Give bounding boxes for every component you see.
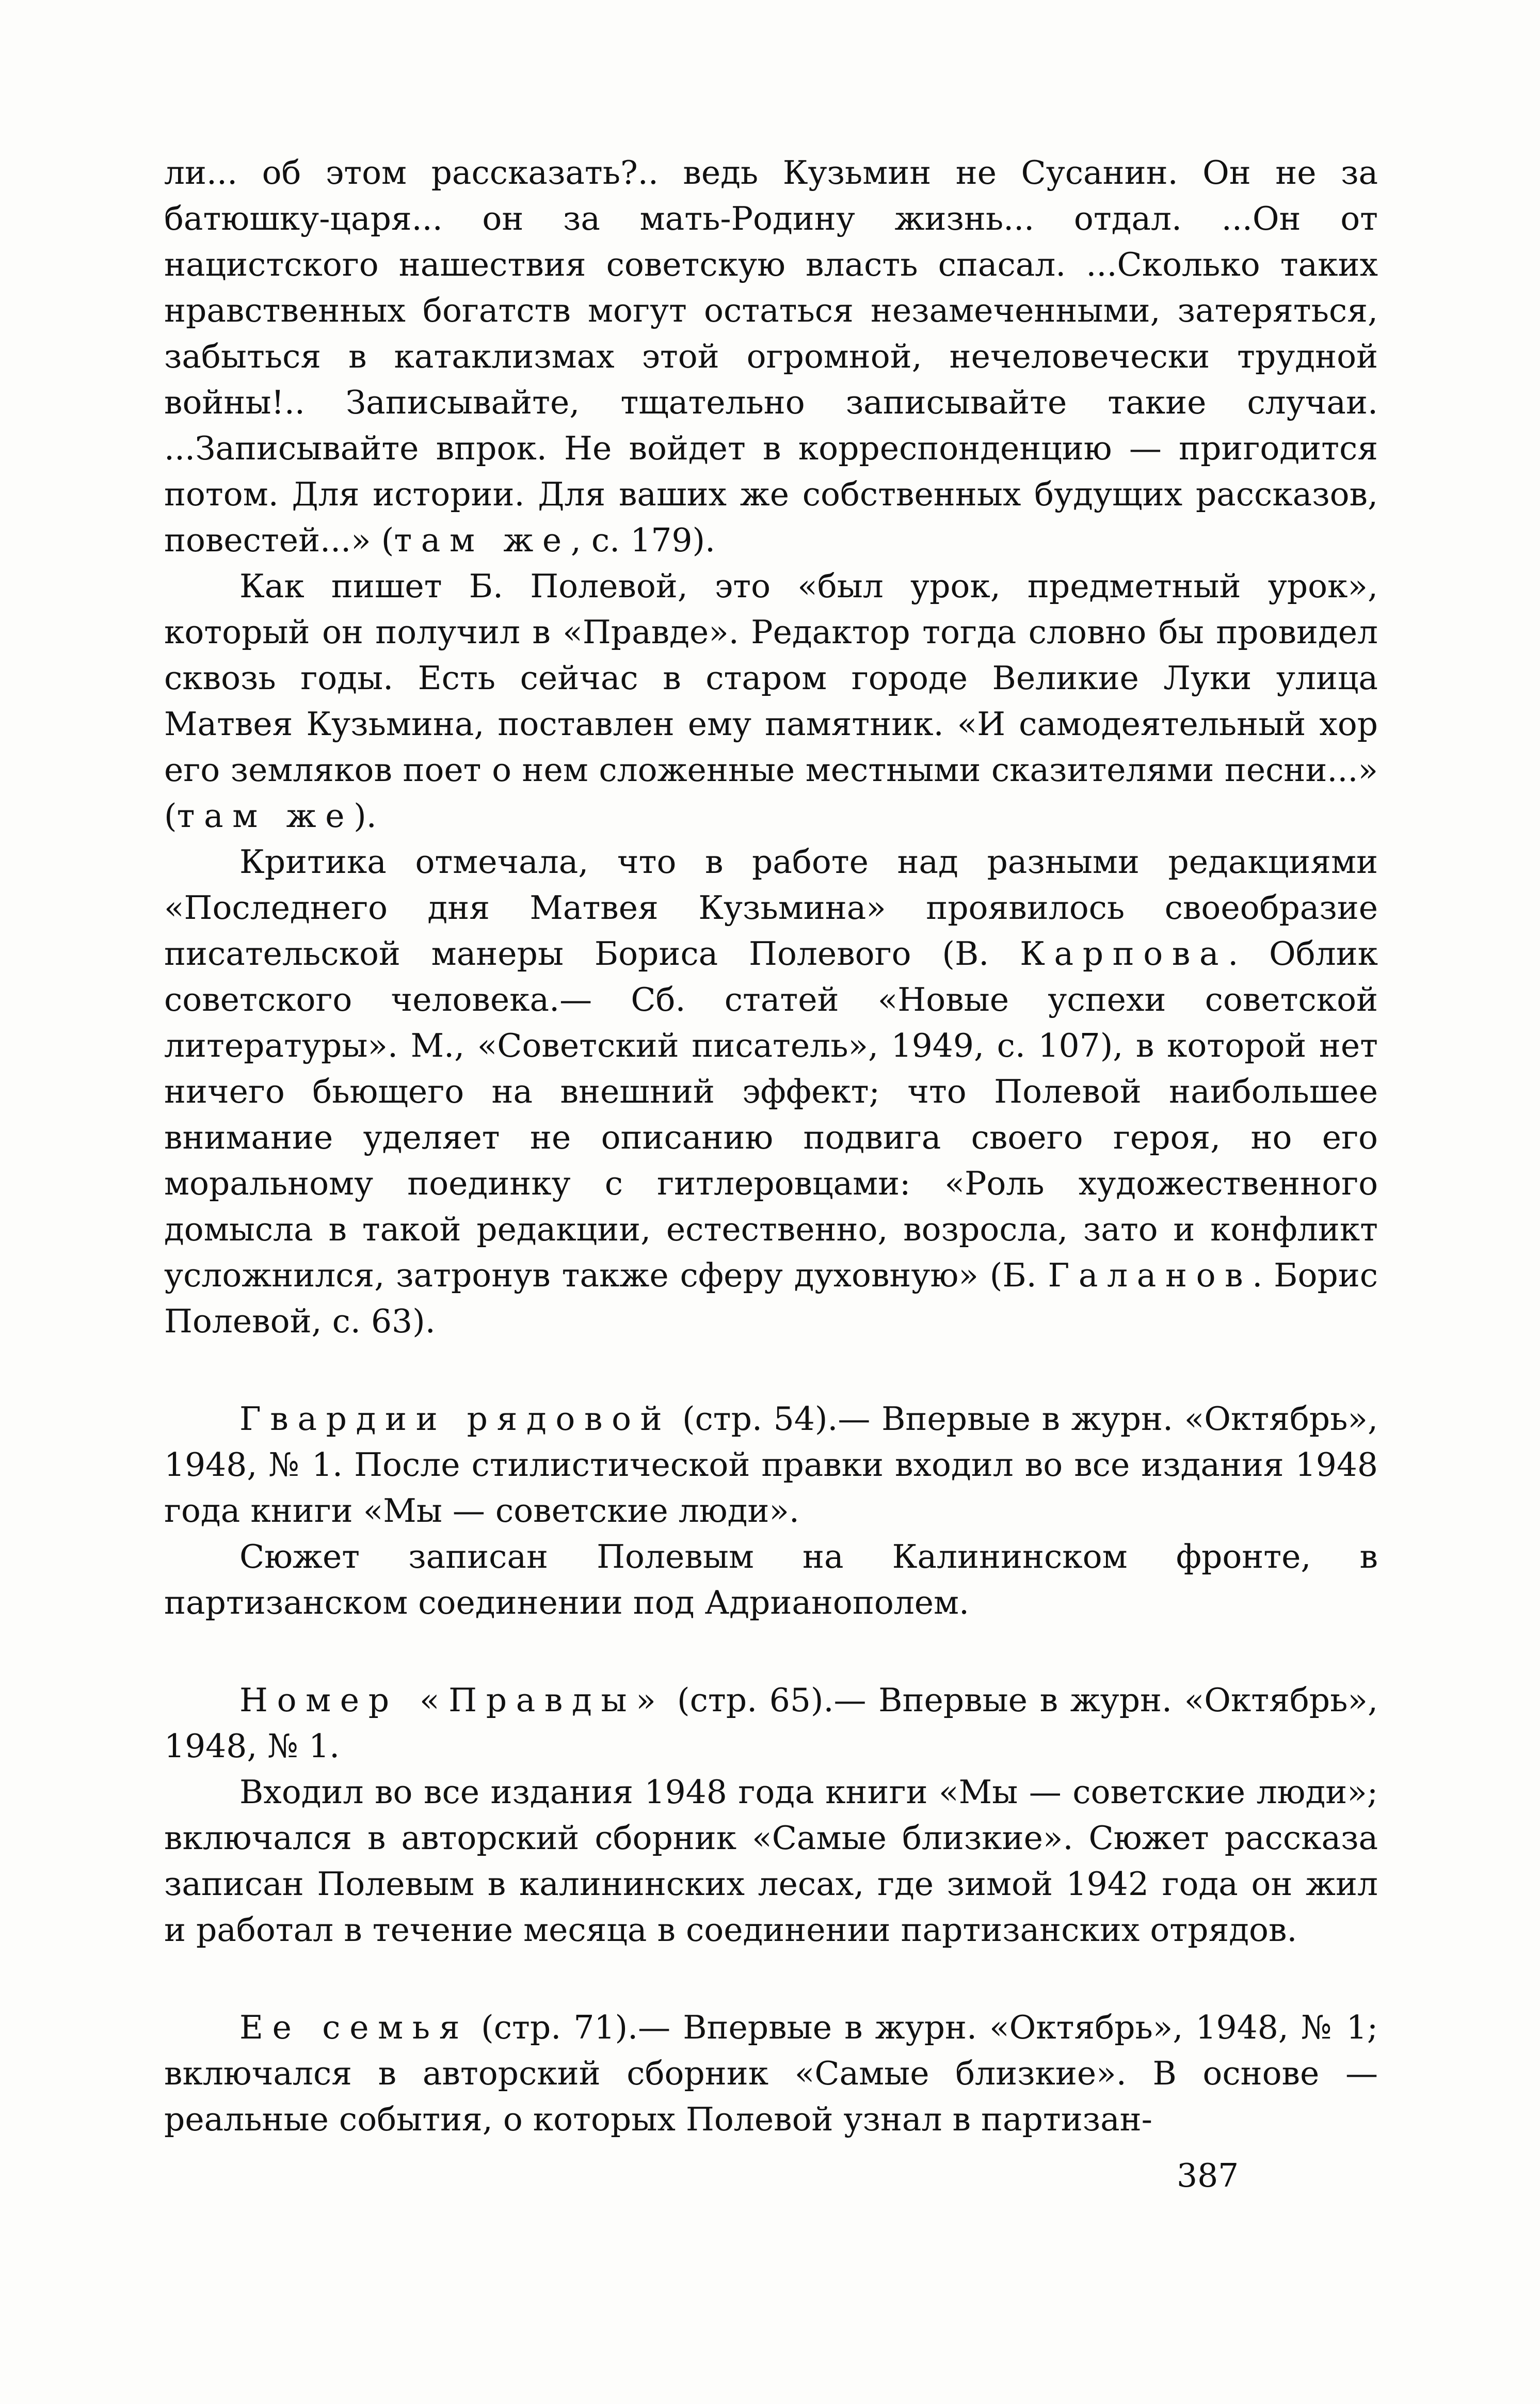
paragraph-criticism: Критика отмечала, что в работе над разными редакциями «Последнего дня Матвея Кузьмина» проявилось своеобразие писательской манеры Бориса Полевого (В. Карпова. Облик советского человека.— Сб. статей «Новые успехи советской литературы». М., «Советский писатель», 1949, с. 107), в которой нет ничего бьющего на внешний эффект; что Полевой наибольшее внимание уделяет не описанию подвига своего героя, но его моральному поединку с гитлеровцами: «Роль художественного домысла в такой редакции, естественно, возросла, зато и конфликт усложнился, затронув также сферу духовную» (Б. Галанов. Борис Полевой, с. 63). — [164, 843, 1378, 1340]
note-ee-semya: Ее семья (стр. 71).— Впервые в журн. «Октябрь», 1948, № 1; включался в авторский сборник «Самые близкие». В основе — реальные события, о которых Полевой узнал в партизан- — [164, 2009, 1378, 2138]
paragraph-editions: Входил во все издания 1948 года книги «Мы — советские люди»; включался в авторский сборник «Самые близкие». Сюжет рассказа записан Полевым в калининских лесах, где зимой 1942 года он жил и работал в течение месяца в соединении партизанских отрядов. — [164, 1773, 1378, 1949]
page-number: 387 — [1177, 2157, 1239, 2194]
paragraph-plot-recorded: Сюжет записан Полевым на Калининском фронте, в партизанском соединении под Адрианополем. — [164, 1538, 1378, 1621]
note-title: Номер «Правды» — [239, 1681, 665, 1719]
note-nomer-pravdy: Номер «Правды» (стр. 65).— Впервые в журн. «Октябрь», 1948, № 1. — [164, 1681, 1378, 1765]
text-column — [164, 150, 1378, 2142]
spaced-author-name: Карпова — [1020, 935, 1228, 973]
spaced-citation: там же — [394, 521, 571, 559]
note-gvardii-ryadovoy: Гвардии рядовой (стр. 54).— Впервые в журн. «Октябрь», 1948, № 1. После стилистической правки входил во все издания 1948 года книги «Мы — советские люди». — [164, 1400, 1378, 1530]
paragraph-lesson: Как пишет Б. Полевой, это «был урок, предметный урок», который он получил в «Правде». Редактор тогда словно бы провидел сквозь годы. Есть сейчас в старом городе Великие Луки улица Матвея Кузьмина, поставлен ему памятник. «И самодеятельный хор его земляков поет о нем сложенные местными сказителями песни...» (там же). — [164, 567, 1378, 835]
paragraph-quote-continuation: ли... об этом рассказать?.. ведь Кузьмин не Сусанин. Он не за батюшку-царя... он за мать-Родину жизнь... отдал. ...Он от нацистского нашествия советскую власть спасал. ...Сколько таких нравственных богатств могут остаться незамеченными, затеряться, забыться в катаклизмах этой огромной, нечеловечески трудной войны!.. Записывайте, тщательно записывайте такие случаи. ...Записывайте впрок. Не войдет в корреспонденцию — пригодится потом. Для истории. Для ваших же собственных будущих рассказов, повестей...» (там же, с. 179). — [164, 154, 1378, 559]
spaced-author-name: Галанов — [1048, 1256, 1253, 1294]
spaced-citation: там же — [177, 797, 354, 835]
note-title: Ее семья — [239, 2009, 469, 2046]
note-title: Гвардии рядовой — [239, 1400, 671, 1438]
